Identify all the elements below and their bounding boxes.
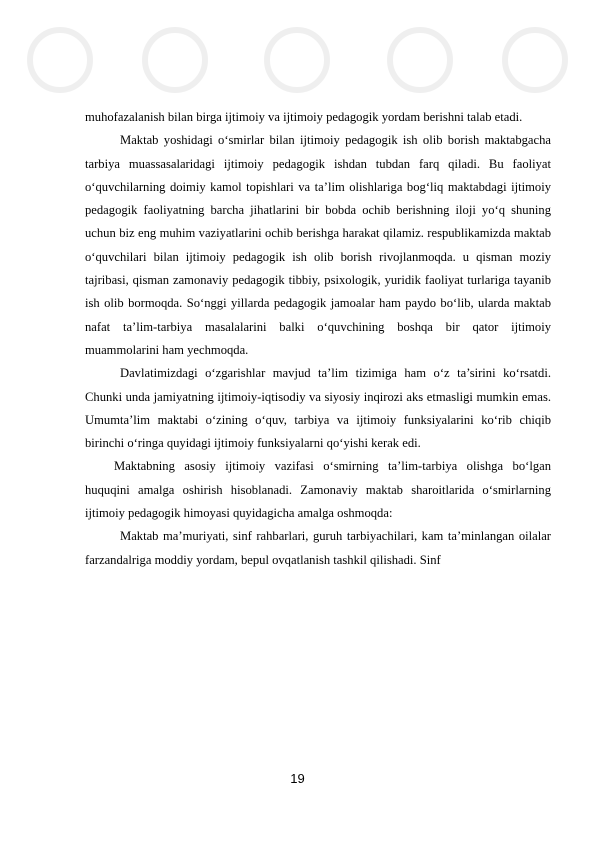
- body-text: [85, 106, 551, 572]
- paragraph-continuation: muhofazalanish bilan birga ijtimoiy va ijtimoiy pedagogik yordam berishni talab etadi.: [85, 110, 523, 124]
- paragraph-state-changes: Davlatimizdagi o‘zgarishlar mavjud ta’lim tizimiga ham o‘z ta’sirini ko‘rsatdi. Chunki unda jamiyatning ijtimoiy-iqtisodiy va siyosiy inqirozi aks etmasligi mumkin emas. Umumta’lim maktabi o‘zining o‘quv, tarbiya va ijtimoiy funksiyalarini ko‘rib chiqib birinchi o‘ringa quyidagi ijtimoiy funksiyalarni qo‘yishi kerak edi.: [85, 366, 551, 451]
- paragraph-school-age: Maktab yoshidagi o‘smirlar bilan ijtimoiy pedagogik ish olib borish maktabgacha tarbiya muassasalaridagi ijtimoiy pedagogik ishdan tubdan farq qiladi. Bu faoliyat o‘quvchilarning doimiy kamol topishlari va ta’lim olishlariga bog‘liq maktabdagi ijtimoiy pedagogik faoliyatning barcha jihatlarini bir bobda ochib berishning iloji yo‘q shuning uchun biz eng muhim vaziyatlarini ochib berishga harakat qilamiz. respublikamizda maktab o‘quvchilari bilan ijtimoiy pedagogik ish olib borish rivojlanmoqda. u qisman moziy tajribasi, qisman zamonaviy pedagogik tibbiy, psixologik, yuridik faoliyat turlariga tayanib ish olib bormoqda. So‘nggi yillarda pedagogik jamoalar ham paydo bo‘lib, ularda maktab nafat ta’lim-tarbiya masalalarini balki o‘quvchining boshqa bir qator ijtimoiy muammolarini ham yechmoqda.: [85, 133, 551, 357]
- paragraph-administration: Maktab ma’muriyati, sinf rahbarlari, guruh tarbiyachilari, kam ta’minlangan oilalar farzandalriga moddiy yordam, bepul ovqatlanish tashkil qilishadi. Sinf: [85, 529, 551, 567]
- page-number: 19: [290, 771, 305, 786]
- paragraph-main-task: Maktabning asosiy ijtimoiy vazifasi o‘smirning ta’lim-tarbiya olishga bo‘lgan huquqini amalga oshirish hisoblanadi. Zamonaviy maktab sharoitlarida o‘smirlarning ijtimoiy pedagogik himoyasi quyidagicha amalga oshmoqda:: [85, 459, 551, 521]
